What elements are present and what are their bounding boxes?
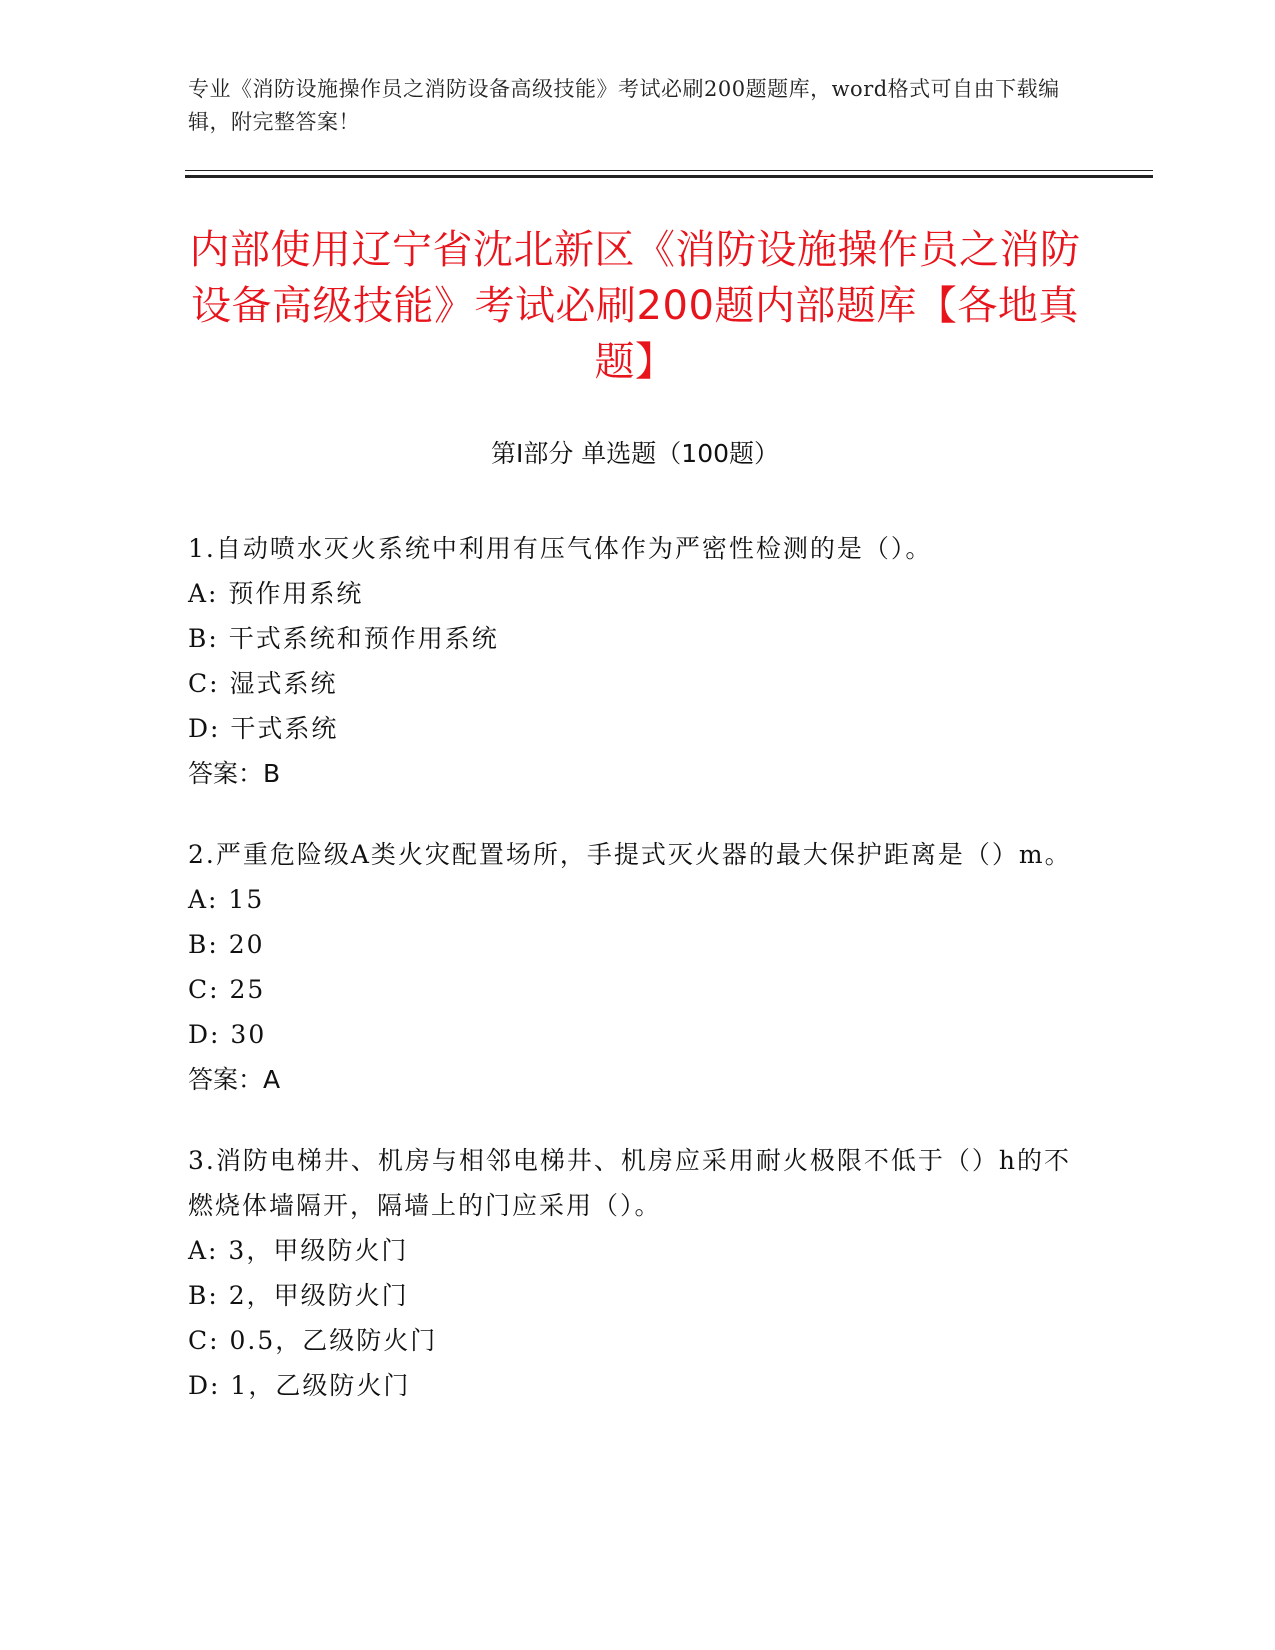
header-divider-thin: [185, 170, 1153, 171]
option-c: C: 湿式系统: [188, 669, 338, 698]
option-a: A: 15: [188, 885, 265, 914]
header-divider-thick: [185, 175, 1153, 178]
question-2: [188, 832, 1088, 1102]
answer: 答案：A: [188, 1065, 281, 1094]
option-b: B: 干式系统和预作用系统: [188, 624, 499, 653]
option-c: C: 25: [188, 975, 266, 1004]
option-b: B: 20: [188, 930, 265, 959]
question-1: [188, 526, 1088, 796]
question-3: [188, 1138, 1088, 1408]
document-title: 内部使用辽宁省沈北新区《消防设施操作员之消防设备高级技能》考试必刷200题内部题库【各地真题】: [189, 227, 1081, 385]
question-stem: 1.自动喷水灭火系统中利用有压气体作为严密性检测的是（）。: [188, 534, 933, 563]
option-c: C: 0.5，乙级防火门: [188, 1326, 438, 1355]
question-stem: 3.消防电梯井、机房与相邻电梯井、机房应采用耐火极限不低于（）h的不燃烧体墙隔开，隔墙上的门应采用（）。: [188, 1146, 1071, 1220]
option-a: A: 预作用系统: [188, 579, 364, 608]
option-d: D: 30: [188, 1020, 267, 1049]
question-list: [188, 526, 1088, 1444]
question-stem: 2.严重危险级A类火灾配置场所，手提式灭火器的最大保护距离是（）m。: [188, 840, 1072, 869]
option-d: D: 干式系统: [188, 714, 339, 743]
answer: 答案：B: [188, 759, 281, 788]
section-heading: 第I部分 单选题（100题）: [490, 439, 780, 468]
option-b: B: 2，甲级防火门: [188, 1281, 409, 1310]
header-note: 专业《消防设施操作员之消防设备高级技能》考试必刷200题题库，word格式可自由下载编辑，附完整答案！: [188, 77, 1060, 134]
option-a: A: 3，甲级防火门: [188, 1236, 409, 1265]
option-d: D: 1，乙级防火门: [188, 1371, 411, 1400]
